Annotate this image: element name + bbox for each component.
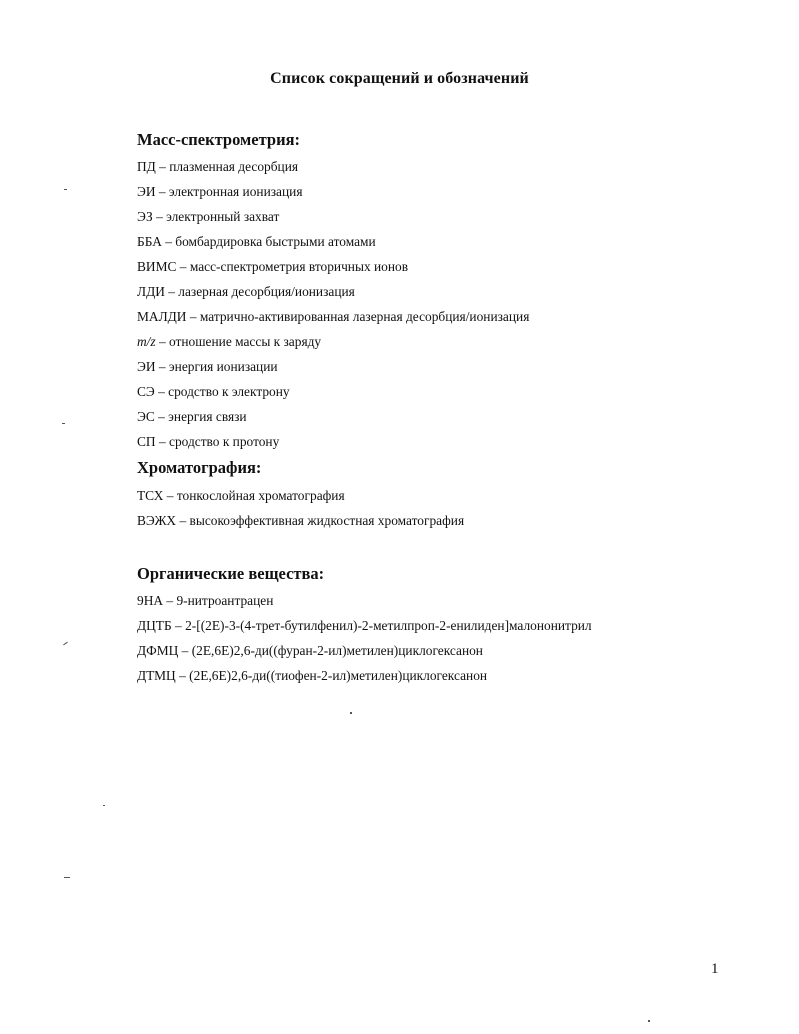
abbreviation: m/z [137,334,156,349]
list-item [137,309,529,325]
definition: тонкослойная хроматография [176,488,345,503]
list-item [137,334,321,350]
scan-speck [64,877,70,878]
definition: плазменная десорбция [169,159,299,174]
separator: – [155,434,169,449]
definition: отношение массы к заряду [169,334,322,349]
separator: – [175,668,190,683]
list-item [137,284,355,300]
definition: лазерная десорбция/ионизация [178,284,355,299]
scan-speck [62,423,65,424]
page-title: Список сокращений и обозначений [270,70,529,87]
abbreviation: МАЛДИ [137,309,187,324]
list-item [137,234,376,250]
abbreviation: ПД [137,159,156,174]
page-number: 1 [711,961,719,977]
scan-speck [350,712,352,714]
abbreviation: ЭЗ [137,209,153,224]
list-item [137,409,247,425]
list-item [137,513,464,529]
list-item [137,434,279,450]
definition: (2E,6E)2,6-ди((фуран-2-ил)метилен)циклогексанон [191,643,483,658]
definition: сродство к электрону [168,384,290,399]
list-item [137,643,483,659]
separator: – [154,384,169,399]
abbreviation: ЭИ [137,359,156,374]
separator: – [186,309,200,324]
separator: – [176,259,190,274]
definition: 9-нитроантрацен [176,593,274,608]
list-item [137,259,408,275]
list-item [137,668,487,684]
separator: – [154,409,169,424]
abbreviation: ВИМС [137,259,177,274]
list-item [137,593,273,609]
definition: 2-[(2E)-3-(4-трет-бутилфенил)-2-метилпроп-2-енилиден]малононитрил [185,618,592,633]
abbreviation: ББА [137,234,162,249]
separator: – [176,513,190,528]
definition: (2E,6E)2,6-ди((тиофен-2-ил)метилен)циклогексанон [189,668,488,683]
abbreviation: ДЦТБ [137,618,172,633]
abbreviation: СП [137,434,156,449]
definition: электронный захват [166,209,280,224]
abbreviation: ЛДИ [137,284,165,299]
section-heading-organic-substances: Органические вещества: [137,564,325,583]
separator: – [155,359,169,374]
separator: – [171,618,186,633]
abbreviation: ДФМЦ [137,643,179,658]
list-item [137,359,278,375]
definition: электронная ионизация [168,184,303,199]
definition: энергия связи [168,409,247,424]
separator: – [155,334,169,349]
section-heading-mass-spectrometry: Масс-спектрометрия: [137,130,301,149]
separator: – [164,284,179,299]
abbreviation: СЭ [137,384,155,399]
separator: – [163,593,177,608]
scan-speck [64,189,67,190]
separator: – [178,643,192,658]
separator: – [161,234,176,249]
list-item [137,384,290,400]
definition: бомбардировка быстрыми атомами [175,234,376,249]
list-item [137,488,345,504]
list-item [137,209,279,225]
scan-speck [103,805,105,806]
scan-speck [63,642,68,646]
separator: – [163,488,177,503]
definition: высокоэффективная жидкостная хроматография [189,513,465,528]
separator: – [155,184,169,199]
definition: масс-спектрометрия вторичных ионов [189,259,409,274]
list-item [137,184,302,200]
scan-speck [648,1020,650,1022]
separator: – [152,209,167,224]
abbreviation: ЭС [137,409,155,424]
abbreviation: ТСХ [137,488,164,503]
definition: энергия ионизации [168,359,278,374]
abbreviation: ВЭЖХ [137,513,177,528]
definition: сродство к протону [169,434,280,449]
list-item [137,618,592,634]
separator: – [155,159,170,174]
definition: матрично-активированная лазерная десорбция/ионизация [199,309,530,324]
list-item [137,159,298,175]
abbreviation: ЭИ [137,184,156,199]
section-heading-chromatography: Хроматография: [137,458,262,477]
abbreviation: ДТМЦ [137,668,176,683]
abbreviation: 9НА [137,593,164,608]
